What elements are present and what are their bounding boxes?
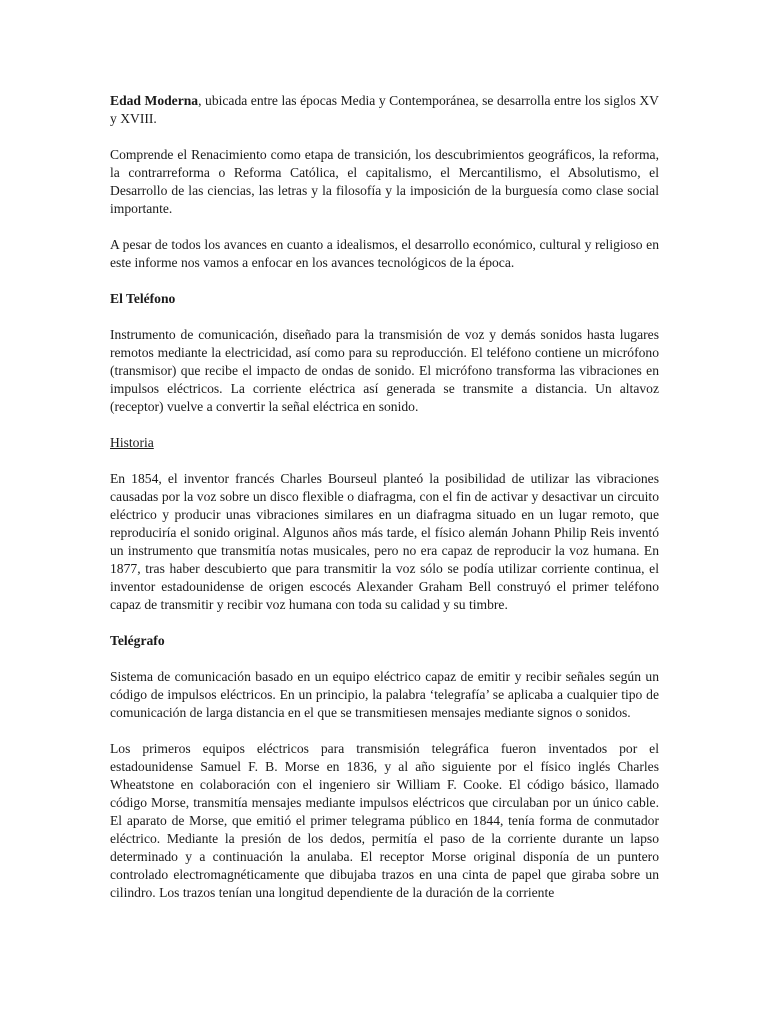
intro-lead-rest: , ubicada entre las épocas Media y Contemporánea, se desarrolla entre los siglos XV y XVIII. [110, 93, 659, 126]
paragraph-telegrafo-1: Sistema de comunicación basado en un equipo eléctrico capaz de emitir y recibir señales según un código de impulsos eléctricos. En un principio, la palabra ‘telegrafía’ se aplicaba a cualquier tipo de comunicación de larga distancia en el que se transmitiesen mensajes mediante signos o sonidos. [110, 669, 659, 720]
intro-lead-bold: Edad Moderna [110, 93, 199, 108]
paragraph-avances: A pesar de todos los avances en cuanto a idealismos, el desarrollo económico, cultural y religioso en este informe nos vamos a enfocar en los avances tecnológicos de la época. [110, 237, 659, 270]
document-page [110, 92, 659, 920]
heading-telefono: El Teléfono [110, 291, 176, 306]
paragraph-renacimiento: Comprende el Renacimiento como etapa de transición, los descubrimientos geográficos, la reforma, la contrarreforma o Reforma Católica, el capitalismo, el Mercantilismo, el Absolutismo, el Desarrollo de las ciencias, las letras y la filosofía y la imposición de la burguesía como clase social importante. [110, 147, 659, 216]
paragraph-historia: En 1854, el inventor francés Charles Bourseul planteó la posibilidad de utilizar las vibraciones causadas por la voz sobre un disco flexible o diafragma, con el fin de activar y desactivar un circuito eléctrico y producir unas vibraciones similares en un diafragma situado en un lugar remoto, que reproduciría el sonido original. Algunos años más tarde, el físico alemán Johann Philip Reis inventó un instrumento que transmitía notas musicales, pero no era capaz de reproducir la voz humana. En 1877, tras haber descubierto que para transmitir la voz sólo se podía utilizar corriente continua, el inventor estadounidense de origen escocés Alexander Graham Bell construyó el primer teléfono capaz de transmitir y recibir voz humana con toda su calidad y su timbre. [110, 471, 659, 612]
heading-telegrafo: Telégrafo [110, 633, 165, 648]
heading-historia: Historia [110, 435, 154, 450]
paragraph-telegrafo-2: Los primeros equipos eléctricos para transmisión telegráfica fueron inventados por el estadounidense Samuel F. B. Morse en 1836, y al año siguiente por el físico inglés Charles Wheatstone en colaboración con el ingeniero sir William F. Cooke. El código básico, llamado código Morse, transmitía mensajes mediante impulsos eléctricos que circulaban por un único cable. El aparato de Morse, que emitió el primer telegrama público en 1844, tenía forma de conmutador eléctrico. Mediante la presión de los dedos, permitía el paso de la corriente durante un lapso determinado y a continuación la anulaba. El receptor Morse original disponía de un puntero controlado electromagnéticamente que dibujaba trazos en una cinta de papel que giraba sobre un cilindro. Los trazos tenían una longitud dependiente de la duración de la corriente [110, 741, 659, 900]
intro-paragraph [110, 92, 659, 128]
paragraph-telefono: Instrumento de comunicación, diseñado para la transmisión de voz y demás sonidos hasta lugares remotos mediante la electricidad, así como para su reproducción. El teléfono contiene un micrófono (transmisor) que recibe el impacto de ondas de sonido. El micrófono transforma las vibraciones en impulsos eléctricos. La corriente eléctrica así generada se transmite a distancia. Un altavoz (receptor) vuelve a convertir la señal eléctrica en sonido. [110, 327, 659, 414]
